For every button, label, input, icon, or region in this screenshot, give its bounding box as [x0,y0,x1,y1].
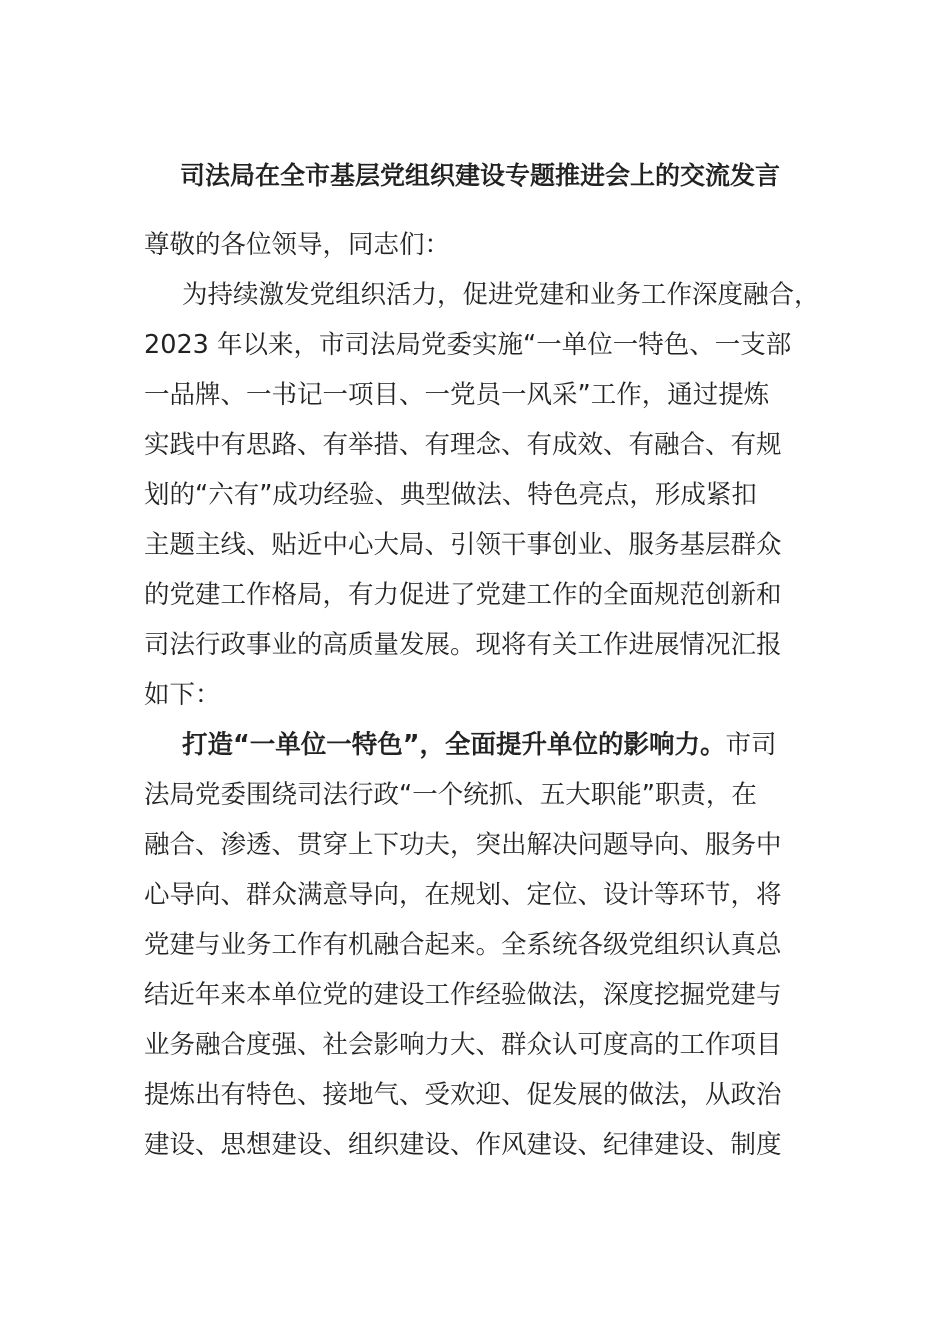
paragraph-line: 的党建工作格局，有力促进了党建工作的全面规范创新和 [144,580,782,610]
paragraph-line: 为持续激发党组织活力，促进党建和业务工作深度融合， [182,280,820,310]
paragraph-line: 划的“六有”成功经验、典型做法、特色亮点，形成紧扣 [144,480,757,510]
paragraph-feature [144,720,844,1170]
paragraph-line: 建设、思想建设、组织建设、作风建设、纪律建设、制度 [144,1130,782,1160]
paragraph-line: 如下： [144,680,221,710]
paragraph-line: 一品牌、一书记一项目、一党员一风采”工作，通过提炼 [144,380,770,410]
paragraph-line: 主题主线、贴近中心大局、引领干事创业、服务基层群众 [144,530,782,560]
paragraph-text: 市司 [725,730,777,760]
paragraph-line: 心导向、群众满意导向，在规划、定位、设计等环节，将 [144,880,782,910]
paragraph-line: 实践中有思路、有举措、有理念、有成效、有融合、有规 [144,430,782,460]
document-body [144,220,844,1170]
paragraph-line: 法局党委围绕司法行政“一个统抓、五大职能”职责，在 [144,780,757,810]
document-title: 司法局在全市基层党组织建设专题推进会上的交流发言 [179,161,780,190]
paragraph-line: 党建与业务工作有机融合起来。全系统各级党组织认真总 [144,930,782,960]
paragraph-line: 司法行政事业的高质量发展。现将有关工作进展情况汇报 [144,630,782,660]
paragraph-line: 结近年来本单位党的建设工作经验做法，深度挖掘党建与 [144,980,782,1010]
paragraph-line: 2023 年以来，市司法局党委实施“一单位一特色、一支部 [144,330,792,360]
paragraph-intro [144,270,844,720]
section-heading: 打造“一单位一特色”，全面提升单位的影响力。 [182,730,726,760]
salutation: 尊敬的各位领导，同志们： [144,230,451,260]
paragraph-line [144,720,844,770]
paragraph-line: 提炼出有特色、接地气、受欢迎、促发展的做法，从政治 [144,1080,782,1110]
paragraph-line: 融合、渗透、贯穿上下功夫，突出解决问题导向、服务中 [144,830,782,860]
paragraph-line: 业务融合度强、社会影响力大、群众认可度高的工作项目 [144,1030,782,1060]
